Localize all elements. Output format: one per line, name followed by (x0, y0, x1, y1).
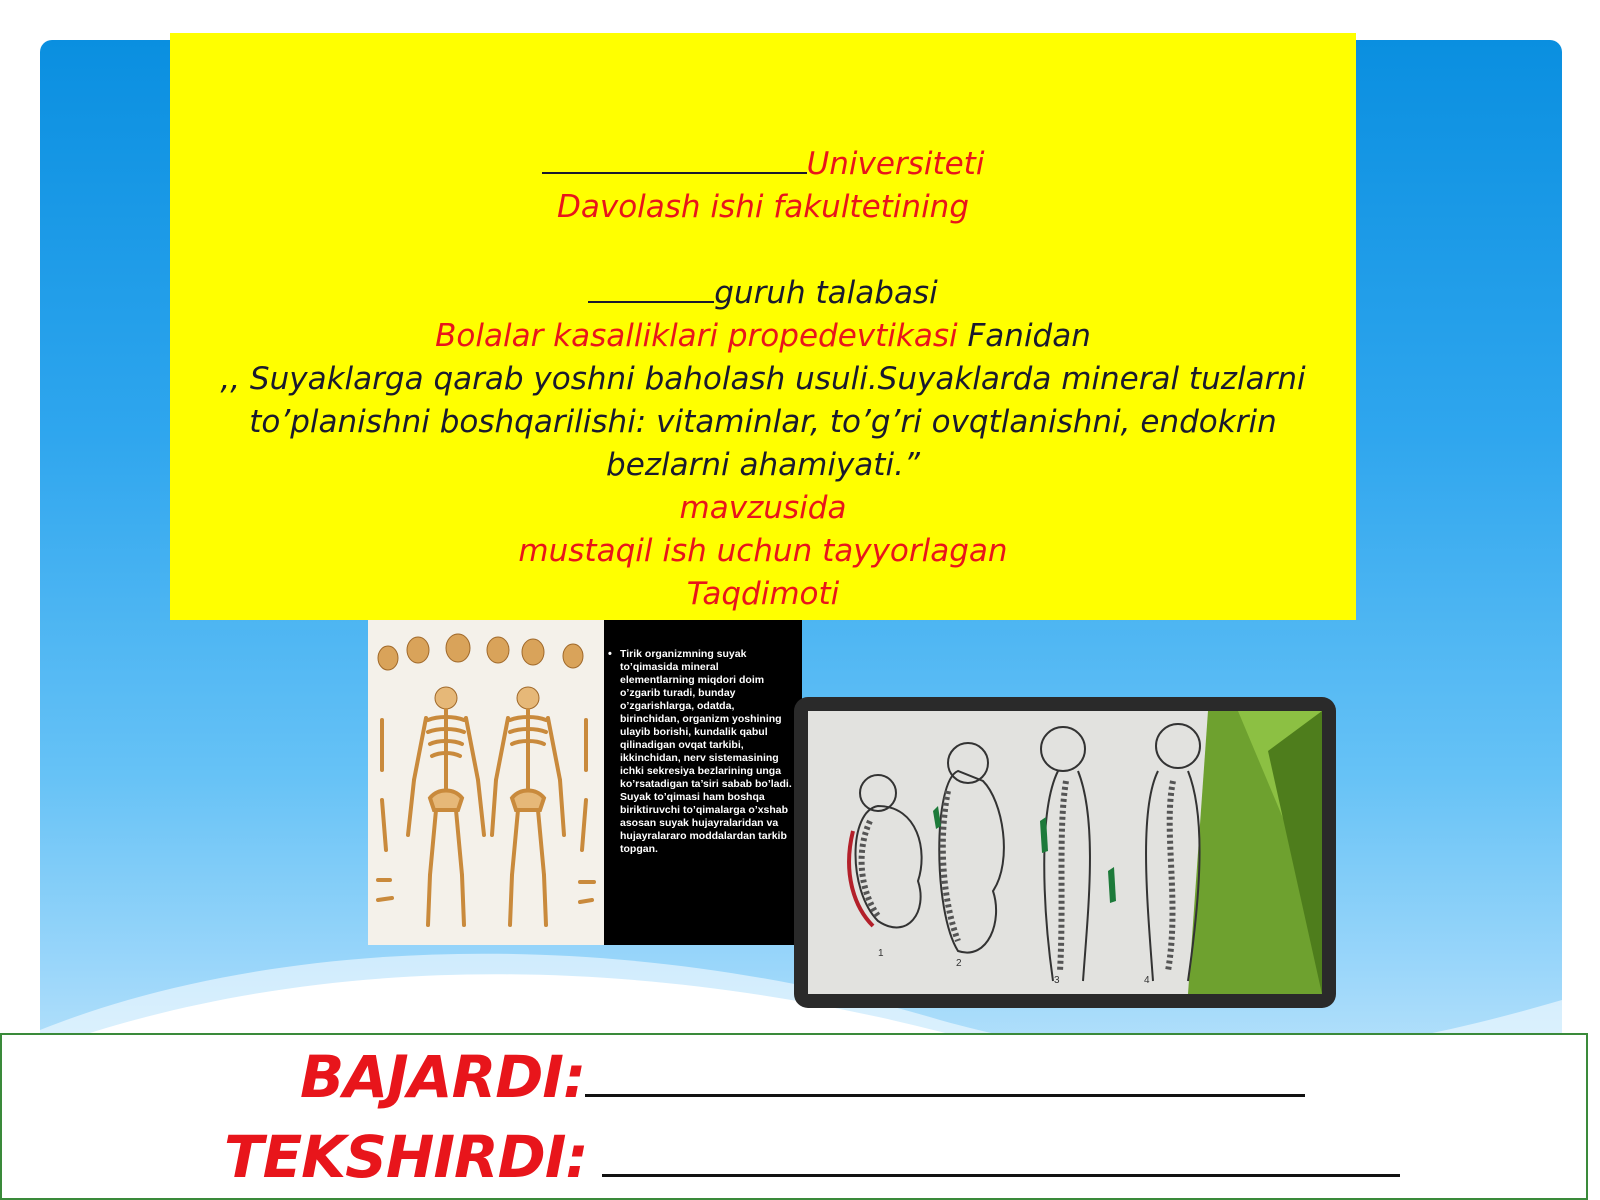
skeleton-image (368, 620, 802, 945)
topic-text: ,, Suyaklarga qarab yoshni baholash usuli.Suyaklarda mineral tuzlarni to’planishni boshqarilishi: vitaminlar, to’g’ri ovqtlanishni, endokrin bezlarni ahamiyati.” (220, 361, 1306, 483)
spine-image (794, 697, 1336, 1008)
group-label: guruh talabasi (714, 275, 938, 311)
subject-name: Bolalar kasalliklari propedevtikasi (435, 318, 958, 354)
bajardi-line (300, 1043, 1305, 1111)
skeleton-drawing (368, 620, 604, 945)
university-line (170, 143, 1356, 186)
presentation-line: Taqdimoti (686, 576, 840, 612)
group-line (170, 272, 1356, 315)
spine-illustration (808, 711, 1322, 994)
university-blank (542, 144, 807, 174)
subject-line (170, 315, 1356, 358)
stage-label-2: 2 (956, 958, 962, 969)
bajardi-label: BAJARDI: (300, 1043, 586, 1111)
tekshirdi-label: TEKSHIRDI: (224, 1123, 588, 1191)
bajardi-blank (585, 1044, 1305, 1097)
stage-label-4: 4 (1144, 975, 1150, 986)
group-blank (588, 273, 714, 303)
stage-label-1: 1 (878, 948, 884, 959)
university-label: Universiteti (806, 146, 985, 182)
tekshirdi-line (224, 1123, 1400, 1191)
spine-drawing (808, 711, 1322, 994)
skeleton-illustration (368, 620, 604, 945)
caption-bullet: • (608, 648, 612, 660)
tekshirdi-blank (602, 1124, 1400, 1177)
stage-label-3: 3 (1054, 975, 1060, 986)
signature-box (0, 1033, 1588, 1200)
mavzusida-line: mavzusida (679, 490, 847, 526)
prepared-line: mustaqil ish uchun tayyorlagan (518, 533, 1008, 569)
title-box (170, 33, 1356, 620)
skeleton-caption (604, 620, 802, 945)
faculty-line: Davolash ishi fakultetining (556, 189, 970, 225)
subject-suffix: Fanidan (957, 318, 1091, 354)
spacer (170, 229, 1356, 272)
caption-text: Tirik organizmning suyak to’qimasida mineral elementlarning miqdori doim o’zgarib turadi, bunday o’zgarishlarga, odatda, birinchidan, organizm yoshining ulayib borishi, kundalik qabul qilinadigan ovqat tarkibi, ikkinchidan, nerv sistemasining ichki sekresiya bezlarining unga ko’rsatadigan ta’siri sabab bo’ladi. Suyak to’qimasi ham boshqa biriktiruvchi to’qimalarga o’xshab asosan suyak hujayralaridan va hujayralararo moddalardan tarkib topgan. (620, 648, 792, 855)
